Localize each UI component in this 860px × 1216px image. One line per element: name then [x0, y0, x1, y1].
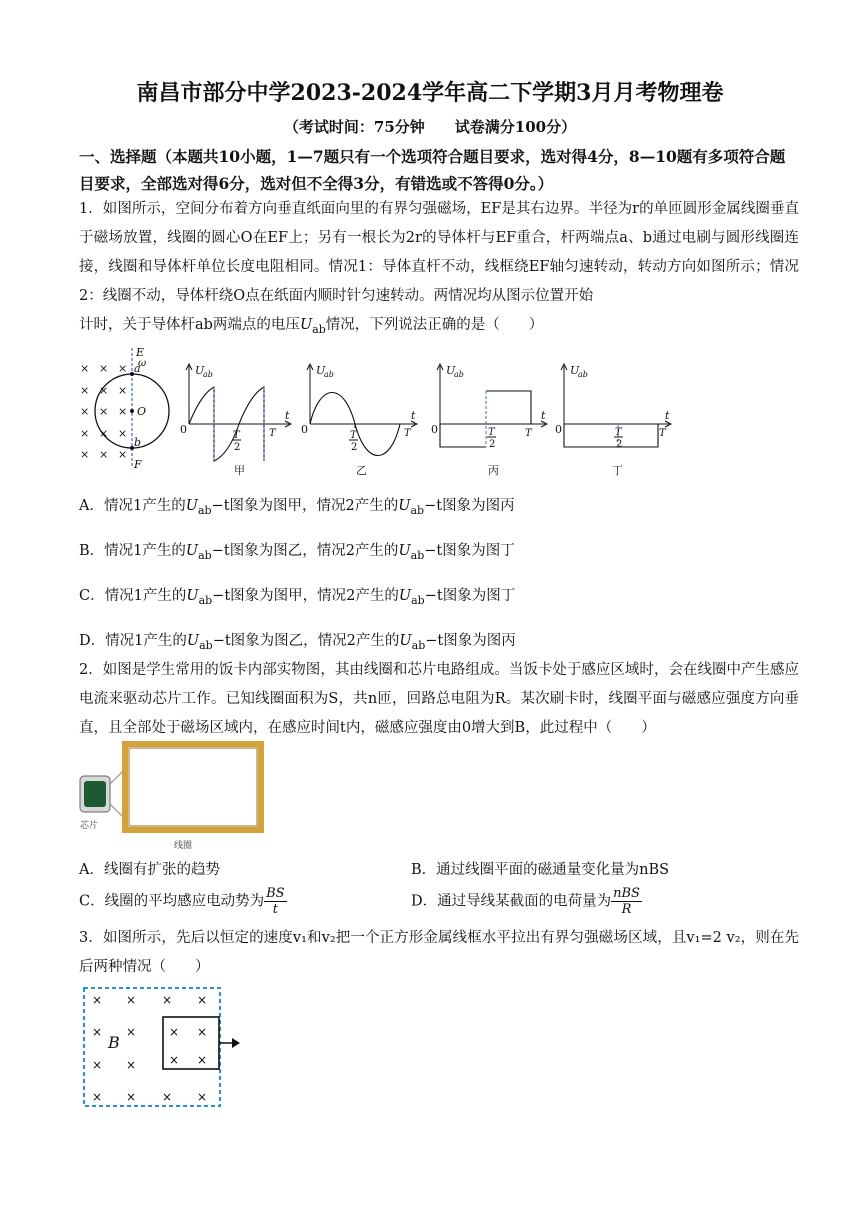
svg-text:T: T [233, 430, 240, 441]
svg-text:乙: 乙 [356, 464, 367, 477]
svg-text:×: × [118, 427, 128, 440]
svg-text:U: U [446, 364, 456, 377]
question-2-option-c[interactable]: C．线圈的平均感应电动势为 $\frac{BS}{t}$ [79, 886, 285, 917]
graph-jia [180, 364, 291, 477]
svg-text:×: × [162, 1090, 173, 1104]
svg-text:T: T [525, 428, 532, 439]
svg-text:0: 0 [431, 423, 438, 436]
question-3-figure [80, 984, 250, 1110]
svg-text:U: U [570, 364, 580, 377]
svg-text:×: × [92, 1058, 103, 1072]
svg-text:ab: ab [578, 370, 588, 379]
svg-text:×: × [197, 993, 208, 1007]
svg-text:0: 0 [180, 423, 187, 436]
page-title: 南昌市部分中学2023-2024学年高二下学期3月月考物理卷 [136, 80, 724, 106]
svg-text:t: t [665, 409, 670, 422]
question-2-option-a[interactable]: A．线圈有扩张的趋势 [79, 862, 220, 878]
svg-text:t: t [285, 409, 290, 422]
svg-text:甲: 甲 [234, 464, 245, 477]
svg-text:b: b [134, 436, 142, 449]
svg-text:线圈: 线圈 [174, 841, 193, 851]
question-2-option-b[interactable]: B．通过线圈平面的磁通量变化量为nBS [411, 862, 670, 878]
graph-bing [431, 364, 547, 477]
svg-text:T: T [615, 427, 622, 438]
svg-text:×: × [118, 405, 128, 418]
svg-text:F: F [134, 458, 142, 471]
svg-text:E: E [136, 346, 145, 359]
svg-text:t: t [541, 409, 546, 422]
section-heading: 一、选择题（本题共10小题，1—7题只有一个选项符合题目要求，选对得4分，8—10题有多项符合题目要求，全部选对得6分，选对但不全得3分，有错选或不答得0分。） [79, 147, 786, 193]
svg-text:T: T [269, 428, 276, 439]
svg-text:×: × [118, 448, 128, 461]
question-1-option-c[interactable]: C．情况1产生的$U_{ab}-t$图象为图甲，情况2产生的$U_{ab}-t$图象为图丁 [79, 588, 516, 607]
coil-frame [125, 744, 261, 830]
svg-text:ab: ab [454, 370, 464, 379]
svg-text:×: × [99, 384, 109, 397]
svg-text:×: × [118, 384, 128, 397]
svg-text:芯片: 芯片 [80, 821, 99, 831]
svg-text:×: × [99, 427, 109, 440]
svg-text:2: 2 [616, 439, 623, 450]
question-2-option-d[interactable]: D．通过导线某截面的电荷量为 $\frac{\text{nBS}}{R}$ [411, 886, 640, 917]
svg-text:×: × [80, 384, 90, 397]
question-1-stem: 1．如图所示，空间分布着方向垂直纸面向里的有界匀强磁场，EF是其右边界。半径为r的单匝圆形金属线圈垂直于磁场放置，线圈的圆心O在EF上；另有一根长为2r的导体杆与EF重合，杆两端点a、b通过电刷与圆形线圈连接，线圈和导体杆单位长度电阻相同。情况1：导体直杆不动，线框绕EF轴匀速转动，转动方向如图所示；情况2：线圈不动，导体杆绕O点在纸面内顺时针匀速转动。两情况均从图示位置开始 计时，关于导体杆ab两端点的电压$U_{ab}$情况，下列说法正确的是（ ） [79, 201, 799, 336]
svg-text:×: × [99, 405, 109, 418]
svg-text:ab: ab [203, 370, 213, 379]
svg-text:×: × [162, 993, 173, 1007]
chip-icon [84, 781, 106, 807]
svg-text:丙: 丙 [488, 464, 499, 477]
svg-text:U: U [195, 364, 205, 377]
svg-text:×: × [92, 1025, 103, 1039]
svg-text:×: × [126, 1025, 137, 1039]
svg-text:×: × [80, 448, 90, 461]
svg-text:×: × [169, 1025, 180, 1039]
svg-text:×: × [169, 1053, 180, 1067]
svg-text:2: 2 [234, 442, 241, 453]
svg-text:2: 2 [351, 442, 358, 453]
svg-text:×: × [126, 1090, 137, 1104]
svg-text:0: 0 [555, 423, 562, 436]
svg-text:×: × [80, 362, 90, 375]
svg-text:2: 2 [489, 439, 496, 450]
arrow-right-icon [232, 1038, 240, 1048]
graph-yi [301, 364, 417, 477]
svg-text:×: × [197, 1025, 208, 1039]
question-1-option-a[interactable]: A．情况1产生的$U_{ab}-t$图象为图甲，情况2产生的$U_{ab}-t$图象为图丙 [79, 498, 515, 517]
svg-text:×: × [118, 362, 128, 375]
svg-text:T: T [488, 427, 495, 438]
svg-text:ω: ω [138, 358, 147, 369]
question-2-stem: 2．如图是学生常用的饭卡内部实物图，其由线圈和芯片电路组成。当饭卡处于感应区域时，会在线圈中产生感应电流来驱动芯片工作。已知线圈面积为S，共n匝，回路总电阻为R。某次刷卡时，线圈平面与磁感应强度方向垂直，且全部处于磁场区域内，在感应时间t内，磁感应强度由0增大到B，此过程中（ ） [79, 662, 799, 736]
svg-text:×: × [99, 448, 109, 461]
svg-text:×: × [126, 993, 137, 1007]
exam-info: （考试时间：75分钟 试卷满分100分） [283, 118, 577, 136]
question-3-stem: 3．如图所示，先后以恒定的速度v₁和v₂把一个正方形金属线框水平拉出有界匀强磁场区域，且v₁=2 v₂，则在先后两种情况（ ） [79, 930, 799, 975]
svg-text:×: × [99, 362, 109, 375]
svg-text:0: 0 [301, 423, 308, 436]
svg-text:U: U [316, 364, 326, 377]
svg-text:O: O [137, 405, 147, 418]
svg-text:×: × [80, 427, 90, 440]
question-1-figure [74, 342, 674, 477]
svg-text:T: T [350, 430, 357, 441]
svg-text:B: B [108, 1033, 120, 1052]
svg-text:×: × [126, 1058, 137, 1072]
svg-text:×: × [197, 1053, 208, 1067]
graph-ding [555, 364, 671, 477]
svg-text:×: × [197, 1090, 208, 1104]
question-2-figure [76, 740, 276, 852]
question-1-option-b[interactable]: B．情况1产生的$U_{ab}-t$图象为图乙，情况2产生的$U_{ab}-t$图象为图丁 [79, 543, 515, 562]
svg-text:T: T [404, 428, 411, 439]
svg-text:×: × [80, 405, 90, 418]
svg-text:a: a [134, 362, 141, 375]
svg-text:×: × [92, 993, 103, 1007]
svg-text:ab: ab [324, 370, 334, 379]
svg-text:T: T [659, 428, 666, 439]
svg-text:×: × [92, 1090, 103, 1104]
svg-text:丁: 丁 [612, 464, 623, 477]
svg-text:t: t [411, 409, 416, 422]
question-1-option-d[interactable]: D．情况1产生的$U_{ab}-t$图象为图乙，情况2产生的$U_{ab}-t$图象为图丙 [79, 633, 516, 652]
